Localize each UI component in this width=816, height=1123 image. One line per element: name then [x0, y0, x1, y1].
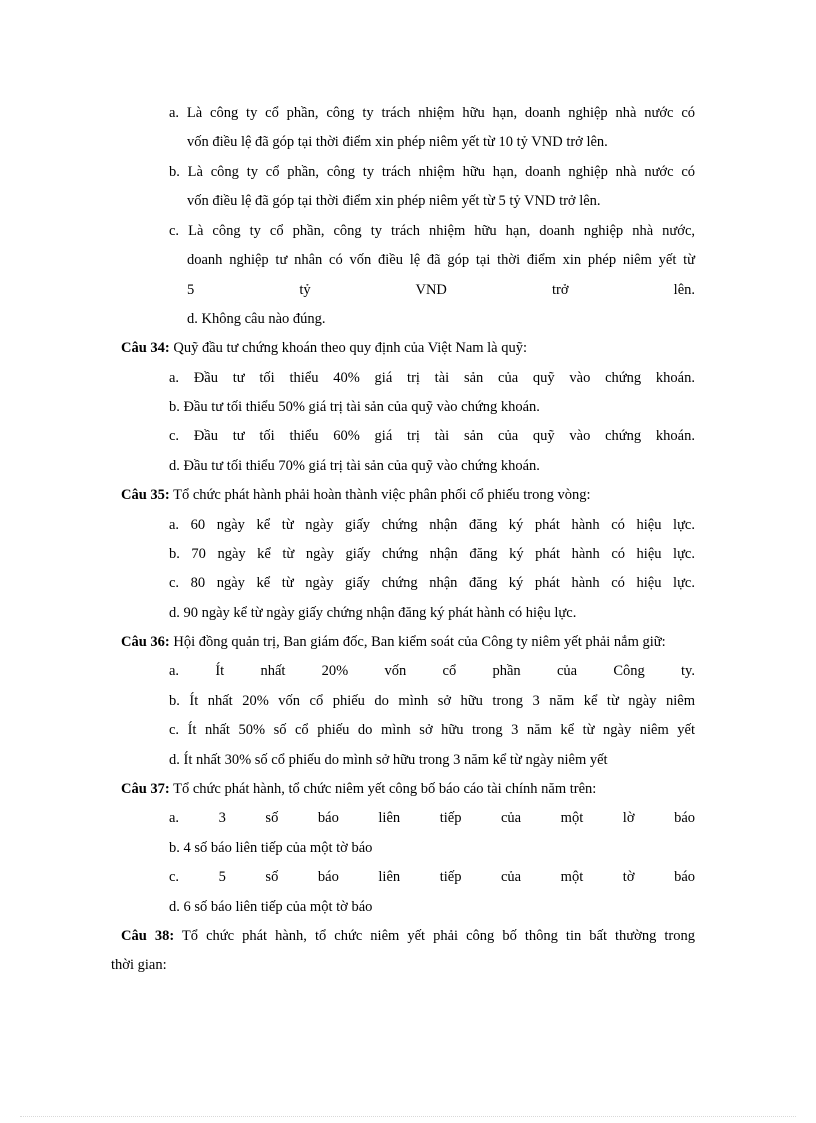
- question-line: [121, 780, 695, 798]
- text-line: [169, 721, 695, 739]
- text-line: [169, 516, 695, 534]
- question-number: Câu 34:: [121, 340, 170, 356]
- question-number: Câu 36:: [121, 634, 170, 650]
- line-text: Hội đồng quản trị, Ban giám đốc, Ban kiểm soát của Công ty niêm yết phải nắm giữ:: [169, 634, 666, 650]
- line-text: b. Ít nhất 20% vốn cổ phiếu do mình sở hữu trong 3 năm kể từ ngày niêm: [169, 693, 695, 709]
- line-text: c. 5 số báo liên tiếp của một tờ báo: [169, 869, 695, 885]
- text-line: [187, 133, 695, 151]
- question-line: [121, 633, 695, 651]
- line-text: b. 70 ngày kể từ ngày giấy chứng nhận đăng ký phát hành có hiệu lực.: [169, 546, 695, 562]
- text-line: [169, 809, 695, 827]
- text-line: [187, 251, 695, 269]
- text-line: [169, 427, 695, 445]
- line-text: vốn điều lệ đã góp tại thời điểm xin phép niêm yết từ 10 tỷ VND trở lên.: [187, 134, 608, 150]
- line-text: 5 tỷ VND trở lên.: [187, 282, 695, 298]
- text-line: [169, 163, 695, 181]
- text-line: [187, 281, 695, 299]
- line-text: Tổ chức phát hành phải hoàn thành việc phân phối cổ phiếu trong vòng:: [169, 487, 591, 503]
- line-text: b. Là công ty cổ phần, công ty trách nhiệm hữu hạn, doanh nghiệp nhà nước có: [169, 164, 695, 180]
- line-text: d. 90 ngày kể từ ngày giấy chứng nhận đăng ký phát hành có hiệu lực.: [169, 605, 577, 621]
- text-line: [169, 369, 695, 387]
- line-text: doanh nghiệp tư nhân có vốn điều lệ đã góp tại thời điểm xin phép niêm yết từ: [187, 252, 695, 268]
- line-text: vốn điều lệ đã góp tại thời điểm xin phép niêm yết từ 5 tỷ VND trở lên.: [187, 193, 601, 209]
- text-line: [169, 692, 695, 710]
- line-text: a. 60 ngày kể từ ngày giấy chứng nhận đăng ký phát hành có hiệu lực.: [169, 517, 695, 533]
- line-text: b. 4 số báo liên tiếp của một tờ báo: [169, 840, 373, 856]
- text-line: [169, 662, 695, 680]
- text-line: [169, 104, 695, 122]
- text-line: [169, 868, 695, 886]
- line-text: a. Đầu tư tối thiểu 40% giá trị tài sản của quỹ vào chứng khoán.: [169, 370, 695, 386]
- text-line: [169, 839, 695, 857]
- text-line: [111, 956, 685, 974]
- line-text: d. Không câu nào đúng.: [187, 311, 326, 327]
- line-text: c. Là công ty cổ phần, công ty trách nhiệm hữu hạn, doanh nghiệp nhà nước,: [169, 223, 695, 239]
- text-line: [169, 574, 695, 592]
- line-text: d. Đầu tư tối thiểu 70% giá trị tài sản của quỹ vào chứng khoán.: [169, 458, 540, 474]
- line-text: a. Ít nhất 20% vốn cổ phần của Công ty.: [169, 663, 695, 679]
- text-line: [169, 898, 695, 916]
- line-text: c. Đầu tư tối thiểu 60% giá trị tài sản của quỹ vào chứng khoán.: [169, 428, 695, 444]
- text-line: [169, 457, 695, 475]
- line-text: a. 3 số báo liên tiếp của một lờ báo: [169, 810, 695, 826]
- line-text: thời gian:: [111, 957, 167, 973]
- page-bottom-rule: [20, 1116, 796, 1117]
- text-line: [169, 222, 695, 240]
- question-number: Câu 38:: [121, 928, 175, 944]
- question-number: Câu 37:: [121, 781, 170, 797]
- text-line: [169, 604, 695, 622]
- line-text: b. Đầu tư tối thiểu 50% giá trị tài sản của quỹ vào chứng khoán.: [169, 399, 540, 415]
- line-text: c. 80 ngày kể từ ngày giấy chứng nhận đăng ký phát hành có hiệu lực.: [169, 575, 695, 591]
- text-line: [187, 310, 695, 328]
- line-text: a. Là công ty cổ phần, công ty trách nhiệm hữu hạn, doanh nghiệp nhà nước có: [169, 105, 695, 121]
- line-text: d. 6 số báo liên tiếp của một tờ báo: [169, 899, 373, 915]
- line-text: d. Ít nhất 30% số cổ phiếu do mình sở hữu trong 3 năm kể từ ngày niêm yết: [169, 752, 608, 768]
- text-line: [169, 751, 695, 769]
- question-line: [121, 927, 695, 945]
- line-text: Tổ chức phát hành, tổ chức niêm yết phải công bố thông tin bất thường trong: [174, 928, 695, 944]
- text-line: [169, 545, 695, 563]
- question-line: [121, 339, 695, 357]
- question-line: [121, 486, 695, 504]
- question-number: Câu 35:: [121, 487, 170, 503]
- line-text: Quỹ đầu tư chứng khoán theo quy định của Việt Nam là quỹ:: [169, 340, 528, 356]
- line-text: c. Ít nhất 50% số cổ phiếu do mình sở hữu trong 3 năm kể từ ngày niêm yết: [169, 722, 695, 738]
- line-text: Tổ chức phát hành, tổ chức niêm yết công bố báo cáo tài chính năm trên:: [169, 781, 597, 797]
- text-line: [169, 398, 695, 416]
- text-line: [187, 192, 695, 210]
